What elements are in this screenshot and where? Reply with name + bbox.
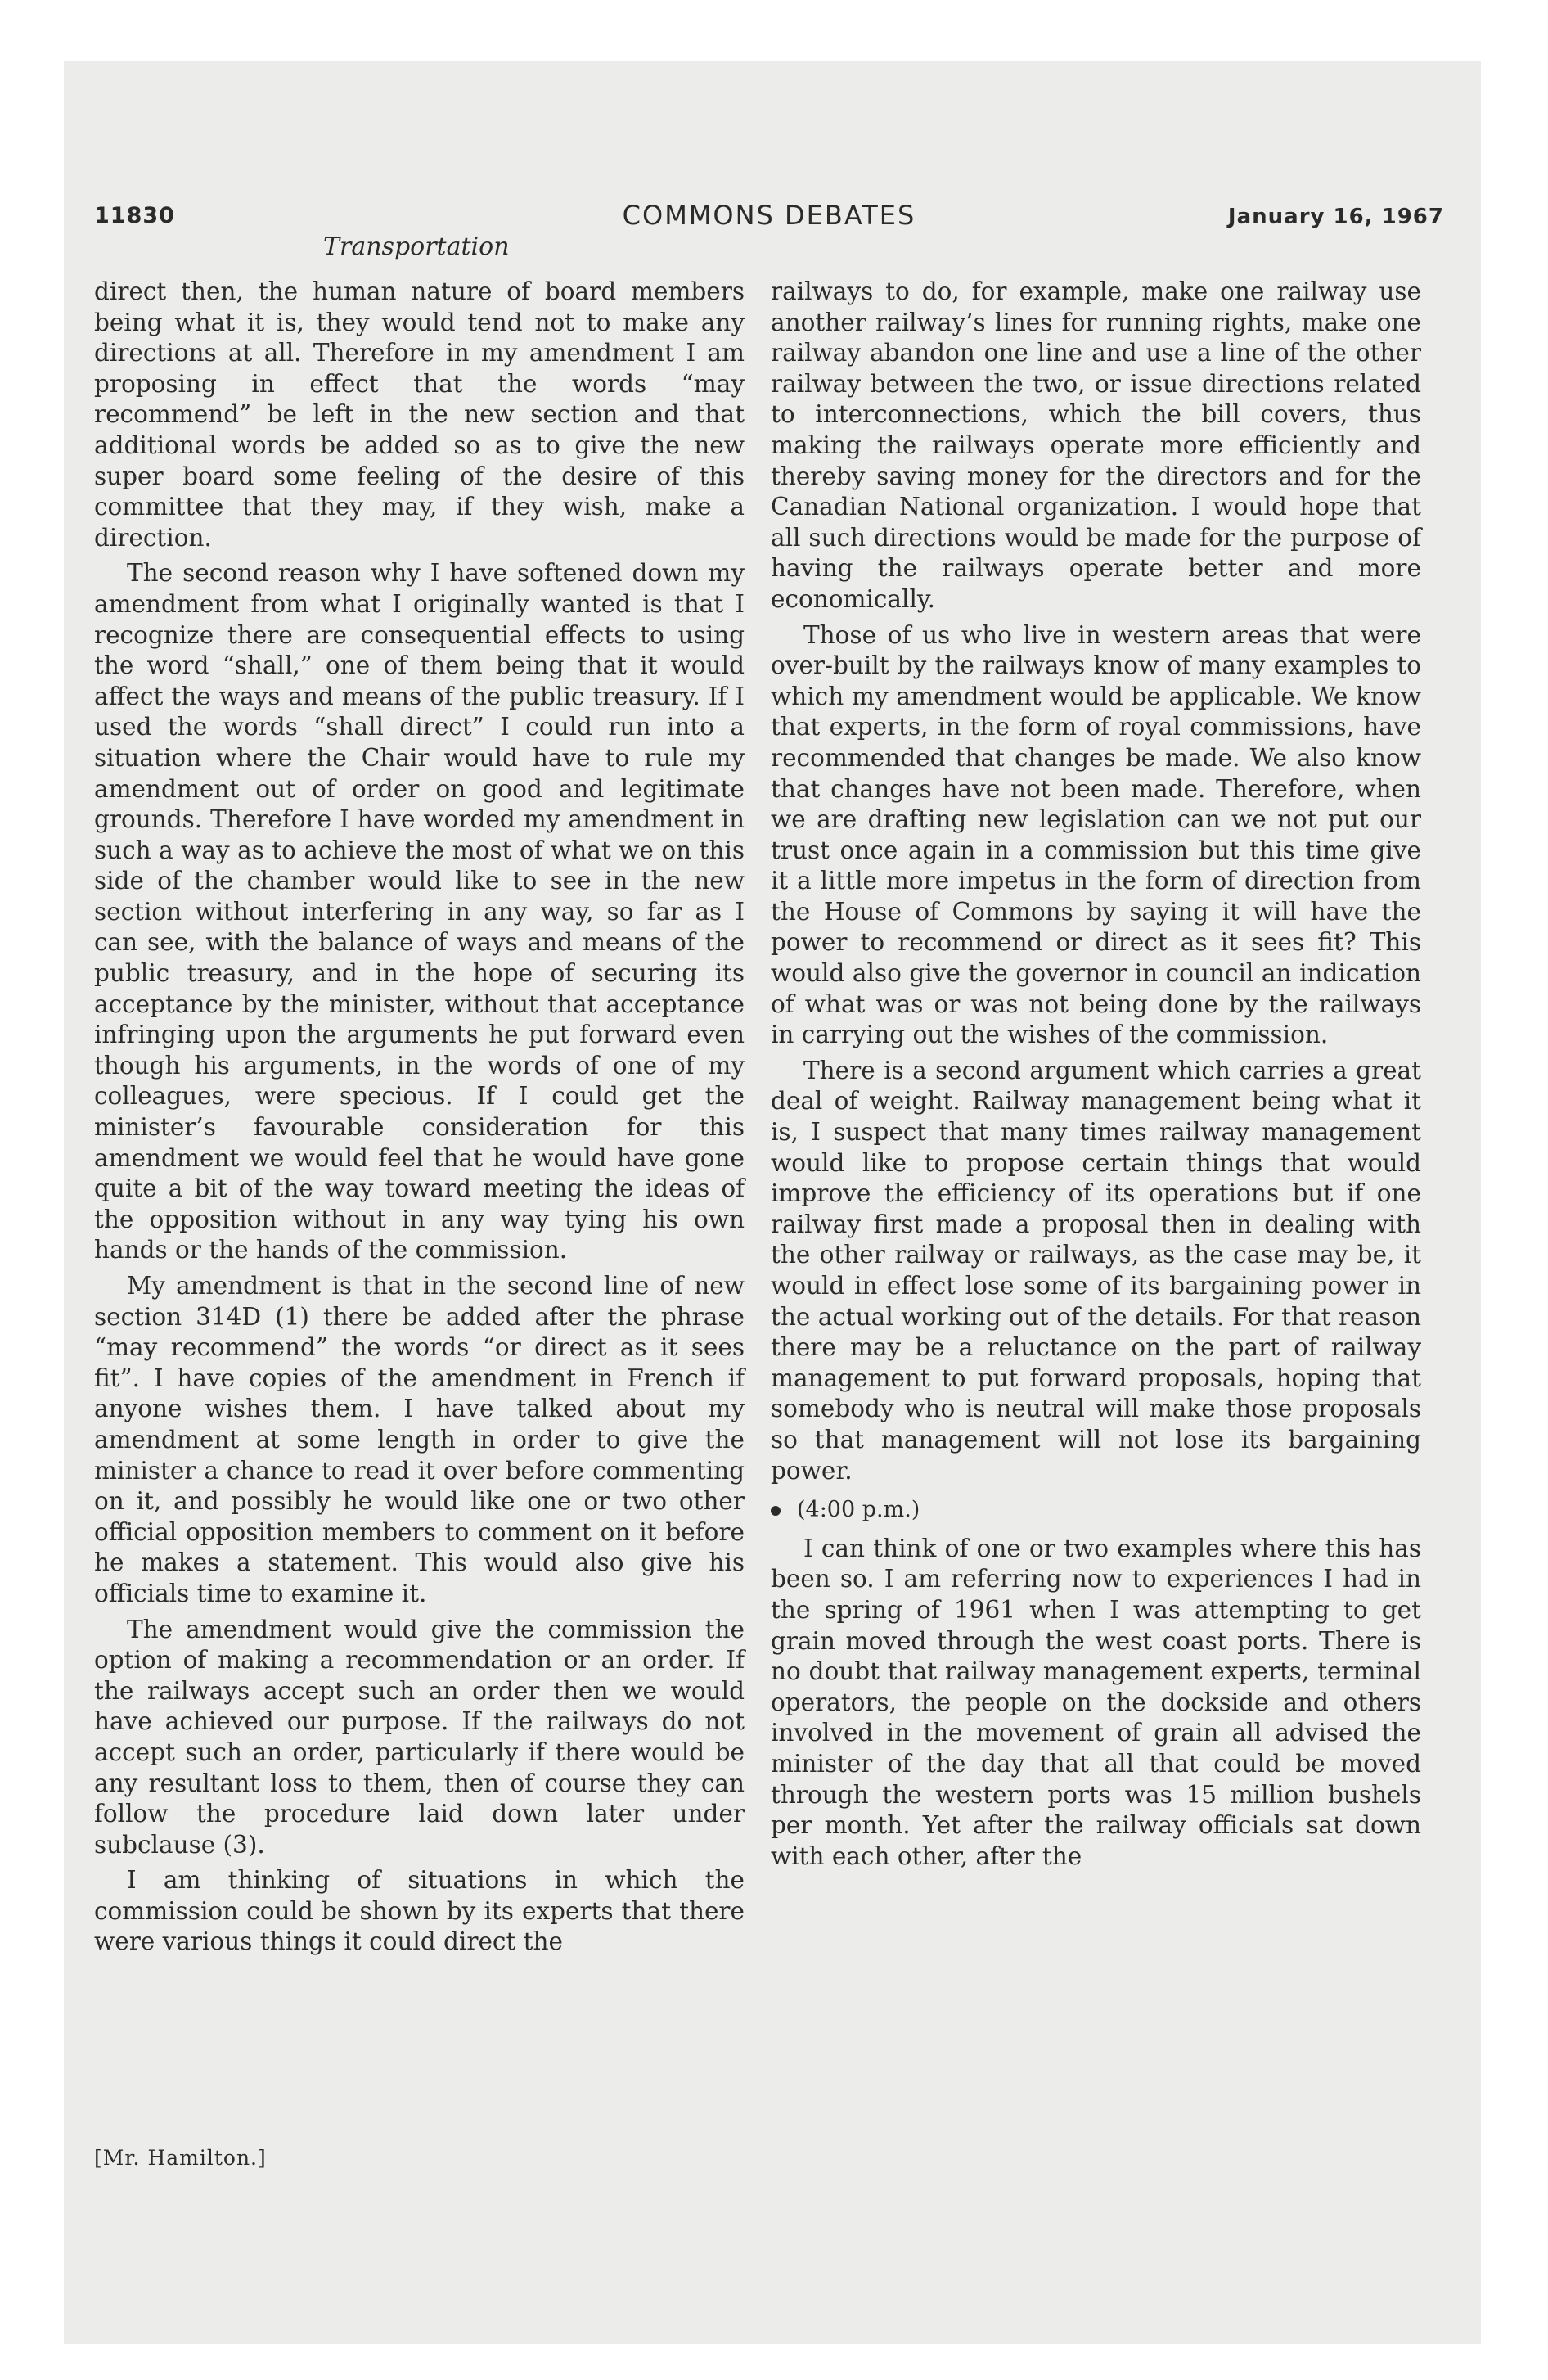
section-heading: Transportation [323,232,510,261]
publication-date: January 16, 1967 [1227,205,1444,229]
paragraph: The second reason why I have softened down my amendment from what I originally wanted is that I recognize there are consequential effects to using the word “shall,” one of them being that it would affect the ways and means of the public treasury. If I used the words “shall direct” I could run into a situation where the Chair would have to rule my amendment out of order on good and legitimate grounds. Therefore I have worded my amendment in such a way as to achieve the most of what we on this side of the chamber would like to see in the new section without interfering in any way, so far as I can see, with the balance of ways and means of the public treasury, and in the hope of securing its acceptance by the minister, without that acceptance infringing upon the arguments he put forward even though his arguments, in the words of one of my colleagues, were specious. If I could get the minister’s favourable consideration for this amendment we would feel that he would have gone quite a bit of the way toward meeting the ideas of the opposition without in any way tying his own hands or the hands of the commission. [94,559,745,1264]
time-marker [771,1494,1421,1526]
paragraph: The amendment would give the commission the option of making a recommendation or an order. If the railways accept such an order then we would have achieved our purpose. If the railways do not accept such an order, particularly if there would be any resultant loss to them, then of course they can follow the procedure laid down later under subclause (3). [94,1615,745,1859]
publication-title: COMMONS DEBATES [622,200,916,231]
bullet-icon [771,1506,781,1516]
paragraph: I am thinking of situations in which the commission could be shown by its experts that there were various things it could direct the [94,1866,745,1956]
speaker-attribution: [Mr. Hamilton.] [94,2146,267,2170]
paragraph: I can think of one or two examples where this has been so. I am referring now to experiences I had in the spring of 1961 when I was attempting to get grain moved through the west coast ports. There is no doubt that railway management experts, terminal operators, the people on the dockside and others involved in the movement of grain all advised the minister of the day that all that could be moved through the western ports was 15 million bushels per month. Yet after the railway officials sat down with each other, after the [771,1534,1421,1870]
paragraph: There is a second argument which carries a great deal of weight. Railway management being what it is, I suspect that many times railway management would like to propose certain things that would improve the efficiency of its operations but if one railway first made a proposal then in dealing with the other railway or railways, as the case may be, it would in effect lose some of its bargaining power in the actual working out of the details. For that reason there may be a reluctance on the part of railway management to put forward proposals, hoping that somebody who is neutral will make those proposals so that management will not lose its bargaining power. [771,1056,1421,1485]
right-column [771,277,1421,1872]
time-marker-text: (4:00 p.m.) [797,1497,920,1523]
page-number: 11830 [94,203,175,228]
paragraph: My amendment is that in the second line of new section 314D (1) there be added after the phrase “may recommend” the words “or direct as it sees fit”. I have copies of the amendment in French if anyone wishes them. I have talked about my amendment at some length in order to give the minister a chance to read it over before commenting on it, and possibly he would like one or two other official opposition members to comment on it before he makes a statement. This would also give his officials time to examine it. [94,1272,745,1607]
paragraph: railways to do, for example, make one railway use another railway’s lines for running rights, make one railway abandon one line and use a line of the other railway between the two, or issue directions related to interconnections, which the bill covers, thus making the railways operate more efficiently and thereby saving money for the directors and for the Canadian National organization. I would hope that all such directions would be made for the purpose of having the railways operate better and more economically. [771,277,1421,613]
paragraph: direct then, the human nature of board members being what it is, they would tend not to make any directions at all. Therefore in my amendment I am proposing in effect that the words “may recommend” be left in the new section and that additional words be added so as to give the new super board some feeling of the desire of this committee that they may, if they wish, make a direction. [94,277,745,552]
page-header [94,196,1444,261]
paragraph: Those of us who live in western areas that were over-built by the railways know of many examples to which my amendment would be applicable. We know that experts, in the form of royal commissions, have recommended that changes be made. We also know that changes have not been made. Therefore, when we are drafting new legislation can we not put our trust once again in a commission but this time give it a little more impetus in the form of direction from the House of Commons by saying it will have the power to recommend or direct as it sees fit? This would also give the governor in council an indication of what was or was not being done by the railways in carrying out the wishes of the commission. [771,620,1421,1049]
left-column [94,277,745,1958]
document-page [94,196,1444,2292]
